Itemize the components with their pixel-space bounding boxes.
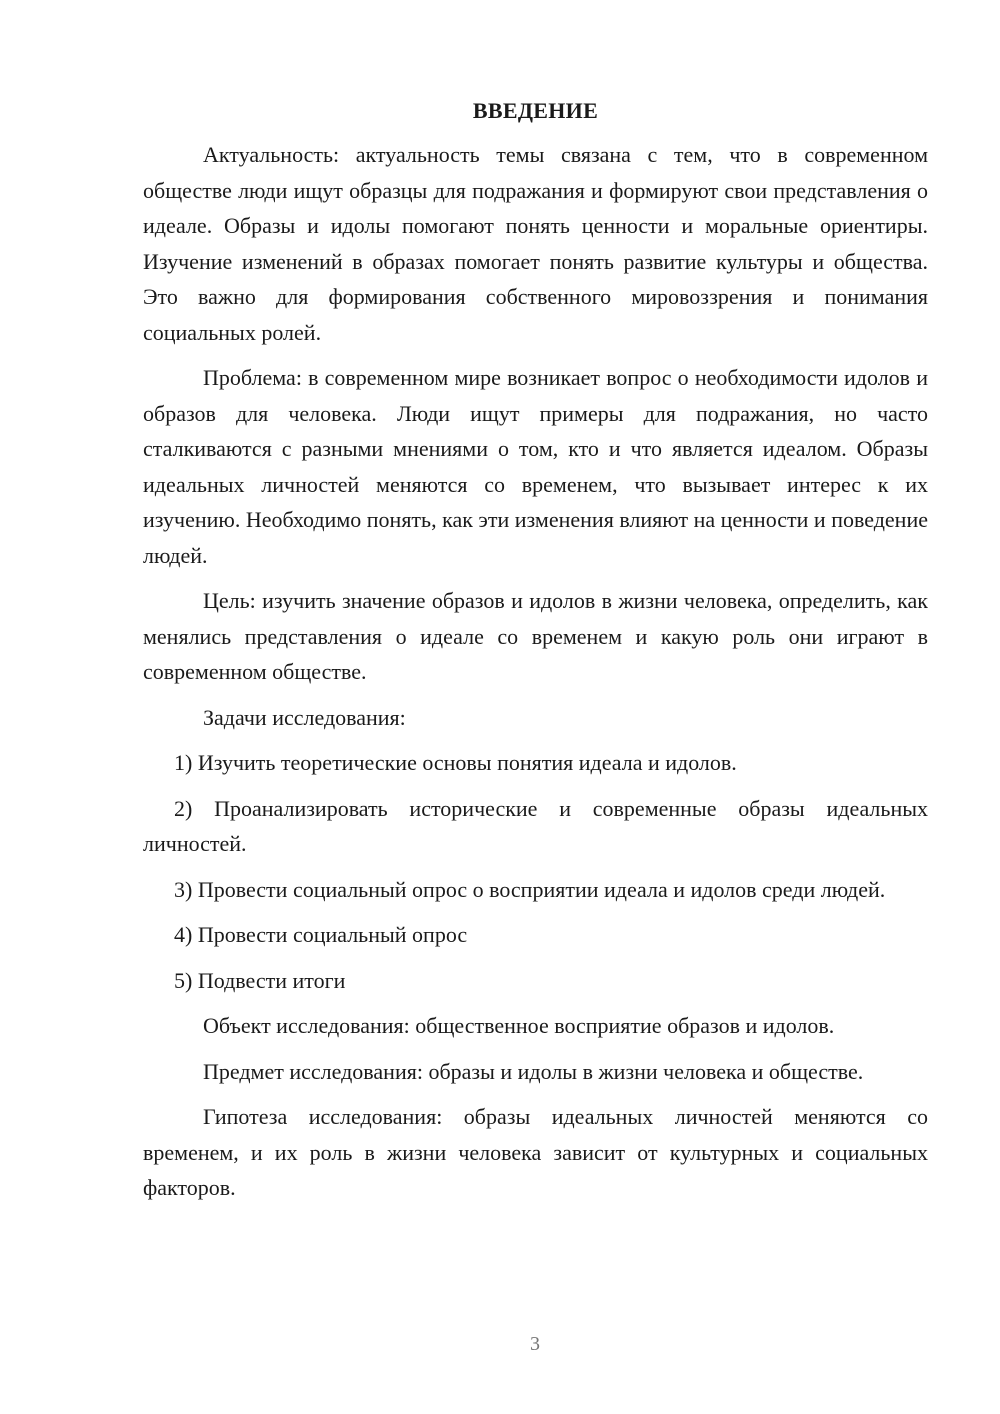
task-item-1: 1) Изучить теоретические основы понятия идеала и идолов. bbox=[174, 750, 737, 775]
paragraph-hypothesis: Гипотеза исследования: образы идеальных личностей меняются со временем, и их роль в жизни человека зависит от культурных и социальных факторов. bbox=[143, 1104, 928, 1200]
task-item-2: 2) Проанализировать исторические и современные образы идеальных личностей. bbox=[143, 795, 928, 856]
paragraph-problem: Проблема: в современном мире возникает вопрос о необходимости идолов и образов для человека. Люди ищут примеры для подражания, но часто сталкиваются с разными мнениями о том, кто и что является идеалом. Образы идеальных личностей меняются со временем, что вызывает интерес к их изучению. Необходимо понять, как эти изменения влияют на ценности и поведение людей. bbox=[143, 365, 928, 568]
tasks-heading: Задачи исследования: bbox=[203, 704, 406, 730]
task-item-5: 5) Подвести итоги bbox=[174, 967, 346, 993]
paragraph-object: Объект исследования: общественное восприятие образов и идолов. bbox=[203, 1013, 835, 1038]
document-page bbox=[143, 95, 928, 1206]
task-item-3: 3) Провести социальный опрос о восприятии идеала и идолов среди людей. bbox=[174, 876, 886, 902]
section-title: ВВЕДЕНИЕ bbox=[472, 98, 599, 123]
page-number: 3 bbox=[530, 1333, 540, 1355]
task-item-4: 4) Провести социальный опрос bbox=[174, 922, 468, 947]
paragraph-goal: Цель: изучить значение образов и идолов в жизни человека, определить, как менялись представления о идеале со временем и какую роль они играют в современном обществе. bbox=[143, 588, 928, 684]
paragraph-relevance: Актуальность: актуальность темы связана с тем, что в современном обществе люди ищут образцы для подражания и формируют свои представления о идеале. Образы и идолы помогают понять ценности и моральные ориентиры. Изучение изменений в образах помогает понять развитие культуры и общества. Это важно для формирования собственного мировоззрения и понимания социальных ролей. bbox=[143, 142, 928, 345]
paragraph-subject: Предмет исследования: образы и идолы в жизни человека и обществе. bbox=[203, 1058, 864, 1084]
